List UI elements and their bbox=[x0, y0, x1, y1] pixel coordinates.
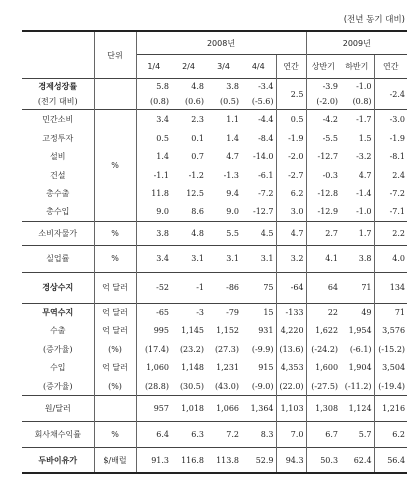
table-cell: 1,152 bbox=[216, 326, 239, 336]
table-cell: 1,231 bbox=[216, 363, 239, 373]
table-row-total-imports bbox=[22, 203, 407, 222]
row-unit: $/배럴 bbox=[94, 448, 136, 473]
row-unit: % bbox=[94, 221, 136, 245]
table-cell: -1.0 bbox=[356, 207, 372, 217]
table-cell: 4.7 bbox=[358, 170, 372, 180]
table-cell: 2.7 bbox=[306, 221, 340, 245]
table-cell: 2.4 bbox=[374, 166, 407, 185]
table-cell: -1.9 bbox=[374, 129, 407, 148]
table-cell: -7.2 bbox=[374, 184, 407, 203]
row-label-gdp: 경제성장률 bbox=[38, 81, 78, 92]
row-unit: 억 달러 bbox=[94, 303, 136, 322]
table-row-consumption bbox=[22, 109, 407, 129]
table-cell: 1,954 bbox=[348, 326, 372, 336]
table-row-cpi bbox=[22, 221, 407, 245]
table-cell: -64 bbox=[276, 273, 306, 303]
header-unit: 단위 bbox=[94, 31, 136, 79]
header-row-years bbox=[22, 31, 407, 55]
table-row-dubai-oil bbox=[22, 448, 407, 473]
table-cell: (-11.2) bbox=[344, 381, 372, 391]
table-cell: 0.7 bbox=[191, 152, 204, 162]
table-cell: 0.5 bbox=[276, 109, 306, 129]
table-cell: -52 bbox=[136, 273, 171, 303]
table-cell: 1,308 bbox=[306, 396, 340, 422]
table-cell: 1,124 bbox=[348, 404, 372, 414]
economic-outlook-table bbox=[22, 30, 407, 474]
row-unit bbox=[94, 396, 136, 422]
table-row-investment bbox=[22, 129, 407, 148]
table-cell: -3.0 bbox=[374, 109, 407, 129]
table-cell: 1,904 bbox=[348, 363, 372, 373]
table-cell: 1,060 bbox=[136, 359, 171, 378]
table-cell: 2.5 bbox=[276, 79, 306, 109]
header-period: 연간 bbox=[374, 55, 407, 79]
table-row-exchange-rate bbox=[22, 396, 407, 422]
row-label: 경상수지 bbox=[42, 282, 74, 293]
table-cell: 3.1 bbox=[226, 254, 239, 264]
table-cell: (0.8) bbox=[136, 94, 171, 109]
table-cell: (22.0) bbox=[276, 377, 306, 396]
table-cell: -12.7 bbox=[252, 207, 274, 217]
table-cell: (-24.2) bbox=[306, 340, 340, 359]
table-cell: 6.3 bbox=[191, 430, 204, 440]
row-label-gdp-qoq: (전기 대비) bbox=[37, 96, 78, 106]
table-cell: 6.7 bbox=[306, 422, 340, 448]
table-cell: 3,576 bbox=[374, 322, 407, 341]
table-cell: -12.9 bbox=[306, 203, 340, 222]
table-cell: (0.6) bbox=[185, 96, 204, 106]
table-cell: -0.3 bbox=[306, 166, 340, 185]
header-period: 2/4 bbox=[171, 55, 206, 79]
row-unit: (%) bbox=[94, 377, 136, 396]
table-cell: 1,600 bbox=[306, 359, 340, 378]
table-row-imports-growth bbox=[22, 377, 407, 396]
row-unit-demand: % bbox=[94, 109, 136, 221]
table-cell: -1.9 bbox=[276, 129, 306, 148]
table-cell: 6.2 bbox=[374, 422, 407, 448]
row-unit: 억 달러 bbox=[94, 322, 136, 341]
table-cell: -7.1 bbox=[374, 203, 407, 222]
table-cell: 957 bbox=[136, 396, 171, 422]
table-cell: 3.0 bbox=[276, 203, 306, 222]
table-cell: 4.1 bbox=[306, 245, 340, 272]
table-cell: 0.5 bbox=[136, 129, 171, 148]
table-cell: 9.4 bbox=[226, 189, 239, 199]
table-cell: -4.2 bbox=[306, 109, 340, 129]
table-cell: 0.1 bbox=[191, 133, 204, 143]
table-cell: 5.5 bbox=[226, 228, 239, 238]
row-label: 실업률 bbox=[46, 254, 70, 264]
table-cell: -12.8 bbox=[306, 184, 340, 203]
row-unit: 억 달러 bbox=[94, 273, 136, 303]
table-cell: 1,622 bbox=[306, 322, 340, 341]
table-cell: (-5.6) bbox=[251, 96, 274, 106]
table-cell: -1.3 bbox=[223, 170, 239, 180]
header-period: 상반기 bbox=[306, 55, 340, 79]
table-cell: 113.8 bbox=[216, 455, 239, 465]
table-cell: (23.2) bbox=[179, 344, 204, 354]
table-cell: 91.3 bbox=[136, 448, 171, 473]
table-cell: (-27.5) bbox=[306, 377, 340, 396]
table-cell: 1.4 bbox=[136, 147, 171, 166]
table-cell: 3.8 bbox=[358, 254, 372, 264]
table-cell: 3.2 bbox=[276, 245, 306, 272]
table-cell: 50.3 bbox=[306, 448, 340, 473]
row-label: (증가율) bbox=[43, 344, 73, 354]
table-cell: (-19.4) bbox=[374, 377, 407, 396]
table-cell: 71 bbox=[361, 283, 372, 293]
table-row-bond-yield bbox=[22, 422, 407, 448]
table-row-total-exports bbox=[22, 184, 407, 203]
header-period: 하반기 bbox=[340, 55, 374, 79]
table-cell: 1.7 bbox=[358, 228, 372, 238]
header-period: 1/4 bbox=[136, 55, 171, 79]
table-cell: 5.8 bbox=[136, 79, 171, 94]
table-cell: 12.5 bbox=[186, 189, 204, 199]
table-row-trade-balance bbox=[22, 303, 407, 322]
header-year-2008: 2008년 bbox=[136, 31, 306, 55]
header-period: 연간 bbox=[276, 55, 306, 79]
row-label: 원/달러 bbox=[44, 404, 71, 414]
table-row-equipment bbox=[22, 147, 407, 166]
table-cell: 15 bbox=[263, 308, 274, 318]
table-cell: 134 bbox=[374, 273, 407, 303]
table-cell: 94.3 bbox=[276, 448, 306, 473]
row-label: (증가율) bbox=[43, 381, 73, 391]
row-label: 총수입 bbox=[46, 207, 70, 217]
table-cell: -14.0 bbox=[252, 152, 274, 162]
table-cell: 9.0 bbox=[226, 207, 239, 217]
table-cell: 64 bbox=[306, 273, 340, 303]
table-cell: (-9.9) bbox=[251, 344, 274, 354]
table-cell: 1,066 bbox=[216, 404, 239, 414]
table-cell: 4.8 bbox=[191, 82, 204, 92]
header-blank bbox=[22, 31, 94, 79]
table-row-unemployment bbox=[22, 245, 407, 272]
row-label: 건설 bbox=[50, 170, 66, 180]
table-cell: -3.2 bbox=[356, 152, 372, 162]
table-cell: -5.5 bbox=[306, 129, 340, 148]
table-cell: 2.2 bbox=[374, 221, 407, 245]
table-cell: -4.4 bbox=[258, 114, 274, 124]
table-cell: -65 bbox=[136, 303, 171, 322]
table-cell: -1 bbox=[196, 283, 204, 293]
table-cell: 5.7 bbox=[358, 430, 372, 440]
table-cell: 4.8 bbox=[191, 228, 204, 238]
table-cell: -1.2 bbox=[188, 170, 204, 180]
table-cell: (13.6) bbox=[276, 340, 306, 359]
table-row-construction bbox=[22, 166, 407, 185]
table-cell: (-15.2) bbox=[374, 340, 407, 359]
table-cell: 915 bbox=[258, 363, 274, 373]
table-cell: (0.5) bbox=[220, 96, 239, 106]
table-cell: 1,148 bbox=[181, 363, 204, 373]
row-label: 총수출 bbox=[46, 189, 70, 199]
table-cell: 4.0 bbox=[374, 245, 407, 272]
table-cell: 931 bbox=[258, 326, 274, 336]
header-year-2009: 2009년 bbox=[306, 31, 407, 55]
table-cell: 3.8 bbox=[136, 221, 171, 245]
table-cell: 4.5 bbox=[260, 228, 274, 238]
row-label: 고정투자 bbox=[42, 133, 74, 143]
table-cell: 995 bbox=[136, 322, 171, 341]
row-label: 수출 bbox=[50, 326, 66, 336]
table-cell: -12.7 bbox=[306, 147, 340, 166]
table-row-exports-growth bbox=[22, 340, 407, 359]
table-cell: 1,145 bbox=[181, 326, 204, 336]
table-cell: -3.4 bbox=[258, 82, 274, 92]
table-cell: -79 bbox=[226, 308, 239, 318]
table-cell: 3.1 bbox=[191, 254, 204, 264]
row-unit: % bbox=[94, 422, 136, 448]
table-cell: 3.4 bbox=[136, 245, 171, 272]
table-cell: (30.5) bbox=[179, 381, 204, 391]
table-cell: -2.4 bbox=[374, 79, 407, 109]
row-unit: 억 달러 bbox=[94, 359, 136, 378]
table-cell: 1.1 bbox=[226, 114, 239, 124]
table-cell: 11.8 bbox=[136, 184, 171, 203]
table-cell: 1,103 bbox=[276, 396, 306, 422]
table-cell: -2.7 bbox=[276, 166, 306, 185]
table-cell: -3 bbox=[196, 308, 204, 318]
table-cell: 4,353 bbox=[276, 359, 306, 378]
table-cell: 1.5 bbox=[358, 133, 372, 143]
table-row-gdp bbox=[22, 79, 407, 94]
table-cell: 6.4 bbox=[136, 422, 171, 448]
table-cell: 71 bbox=[374, 303, 407, 322]
row-label: 소비자물가 bbox=[38, 228, 78, 238]
table-cell: -8.4 bbox=[258, 133, 274, 143]
table-row-gdp-qoq bbox=[22, 94, 407, 109]
row-unit: % bbox=[94, 245, 136, 272]
table-cell: 1,018 bbox=[181, 404, 204, 414]
table-cell: 1,364 bbox=[250, 404, 274, 414]
table-cell: -7.2 bbox=[258, 189, 274, 199]
row-unit: (%) bbox=[94, 340, 136, 359]
table-cell: -1.1 bbox=[136, 166, 171, 185]
table-cell: 2.3 bbox=[191, 114, 204, 124]
table-cell: (28.8) bbox=[136, 377, 171, 396]
table-cell: 1.4 bbox=[226, 133, 239, 143]
row-label: 설비 bbox=[50, 152, 66, 162]
table-row-current-account bbox=[22, 273, 407, 303]
row-unit-gdp bbox=[94, 79, 136, 109]
table-cell: 56.4 bbox=[374, 448, 407, 473]
table-cell: 4,220 bbox=[276, 322, 306, 341]
row-label: 민간소비 bbox=[42, 114, 74, 124]
table-cell: -1.4 bbox=[356, 189, 372, 199]
table-cell: 4.7 bbox=[226, 152, 239, 162]
table-cell: -86 bbox=[226, 283, 239, 293]
table-row-exports bbox=[22, 322, 407, 341]
table-cell: 116.8 bbox=[181, 455, 204, 465]
table-row-imports bbox=[22, 359, 407, 378]
table-cell: 62.4 bbox=[353, 455, 372, 465]
table-cell: 6.2 bbox=[276, 184, 306, 203]
table-cell: (-2.0) bbox=[306, 94, 340, 109]
table-cell: -6.1 bbox=[258, 170, 274, 180]
table-cell: 8.3 bbox=[260, 430, 274, 440]
table-cell: 8.6 bbox=[191, 207, 204, 217]
table-cell: 52.9 bbox=[255, 455, 274, 465]
table-cell: (43.0) bbox=[214, 381, 239, 391]
table-cell: -1.7 bbox=[356, 114, 372, 124]
table-cell: 3.4 bbox=[136, 109, 171, 129]
table-cell: -2.0 bbox=[276, 147, 306, 166]
table-cell: -8.1 bbox=[374, 147, 407, 166]
table-cell: 3.8 bbox=[226, 82, 239, 92]
table-cell: (-9.0) bbox=[251, 381, 274, 391]
table-cell: (17.4) bbox=[136, 340, 171, 359]
table-cell: -3.9 bbox=[306, 79, 340, 94]
row-label: 두바이유가 bbox=[38, 454, 78, 465]
table-cell: -133 bbox=[276, 303, 306, 322]
table-cell: (27.3) bbox=[214, 344, 239, 354]
table-cell: 22 bbox=[306, 303, 340, 322]
comparison-basis-note: (전년 동기 대비) bbox=[343, 15, 405, 25]
table-cell: 49 bbox=[361, 308, 372, 318]
table-cell: (0.8) bbox=[352, 96, 372, 106]
table-cell: 3,504 bbox=[374, 359, 407, 378]
table-cell: 1,216 bbox=[374, 396, 407, 422]
table-cell: 7.0 bbox=[276, 422, 306, 448]
table-cell: 7.2 bbox=[226, 430, 239, 440]
row-label: 회사채수익률 bbox=[34, 430, 81, 440]
table-cell: 9.0 bbox=[136, 203, 171, 222]
table-cell: (-6.1) bbox=[349, 344, 372, 354]
row-label: 무역수지 bbox=[42, 307, 74, 318]
row-label: 수입 bbox=[50, 363, 66, 373]
header-period: 3/4 bbox=[206, 55, 241, 79]
header-period: 4/4 bbox=[241, 55, 276, 79]
table-cell: 3.1 bbox=[260, 254, 274, 264]
table-cell: 75 bbox=[263, 283, 274, 293]
table-cell: -1.0 bbox=[356, 82, 372, 92]
table-cell: 4.7 bbox=[276, 221, 306, 245]
